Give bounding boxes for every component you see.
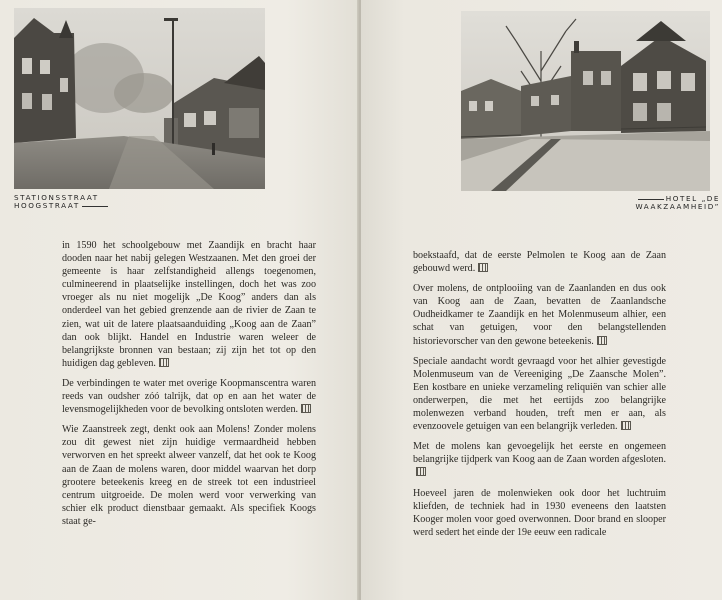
paragraph: in 1590 het schoolgebouw met Zaandijk en bracht haar dooden naar het nabij gelegen Westzaanen. Met den groei der gemeente is haar zelfstandigheid allengs toegenomen, culmineerend in plaatselijke instellingen, doch het was zoo vroeger als nu niet mogelijk „De Koog” anders dan als onderdeel van het gebied grenzende aan de rivier de Zaan te zien, wat uit de latere plaatsaanduiding „Koog aan de Zaan” dan ook blijkt. Handel en Industrie waren weleer de belangrijkste bronnen van bestaan; zij zijn het tot op den huidigen dag gebleven. bbox=[62, 240, 316, 369]
paragraph: De verbindingen te water met overige Koopmanscentra waren reeds van oudsher zóó talrijk, dat op en aan het water de levensmogelijkheden voor de bevolking ontsloten werden. bbox=[62, 377, 316, 416]
paragraph: Hoeveel jaren de molenwieken ook door het luchtruim kliefden, de techniek had in 1930 eveneens den laatsten Kooger molen voor goed overwonnen. Door brand en slooper werd sedert het einde der 19e eeuw een radicale bbox=[413, 487, 666, 538]
street-photo-left bbox=[14, 8, 265, 189]
paragraph: Over molens, de ontplooiing van de Zaanlanden en dus ook van Koog aan de Zaan, bevatten de Zaanlandsche Oudheidkamer te Zaandijk en het Molenmuseum alhier, een schat van getuigen, voor den belangstellenden historievorscher van den gewone beteekenis. bbox=[413, 283, 666, 347]
paragraph: Met de molens kan gevoegelijk het eerste en ongemeen belangrijke tijdperk van Koog aan de Zaan worden afgesloten. bbox=[413, 440, 666, 479]
caption-line bbox=[14, 202, 110, 210]
caption-line: WAAKZAAMHEID” bbox=[635, 202, 720, 211]
right-page-text bbox=[413, 249, 666, 546]
paragraph: Speciale aandacht wordt gevraagd voor het alhier gevestigde Molenmuseum van de Vereeniging „De Zaansche Molen”. Een kostbare en unieke verzameling reliquiën van schier alle onderwerpen, die met het eertijds zoo belangrijke molenwezen verband houden, treft men er aan, als evenzoovele getuigen van een belangrijk verleden. bbox=[413, 355, 666, 433]
caption-line: STATIONSSTRAAT bbox=[14, 193, 99, 202]
caption-hotel bbox=[560, 195, 720, 211]
street-photo-right bbox=[461, 11, 710, 191]
paragraph: Wie Zaanstreek zegt, denkt ook aan Molens! Zonder molens zou dit gewest niet zijn huidige vermaardheid hebben verworven en het spreekt alweer vanzelf, dat het ook te Koog aan de Zaan de molens waren, door middel waarvan het dorp grootere beteekenis kreeg en de streek tot een industrieel centrum uitgroeide. De molen werd voor verwerking van schier elk product dienstbaar gemaakt. Als specifiek Koogs staat ge- bbox=[62, 424, 316, 527]
caption-dash bbox=[82, 206, 108, 207]
caption-text: HOTEL „DE bbox=[665, 194, 720, 203]
paragraph: boekstaafd, dat de eerste Pelmolen te Koog aan de Zaan gebouwd werd. bbox=[413, 250, 666, 275]
left-page bbox=[0, 0, 359, 600]
caption-dash bbox=[638, 199, 664, 200]
left-page-text bbox=[62, 239, 316, 535]
photo-stationsstraat bbox=[14, 8, 265, 189]
caption-text: HOOGSTRAAT bbox=[14, 201, 80, 210]
caption-stationsstraat bbox=[14, 194, 110, 210]
photo-hotel-waakzaamheid bbox=[461, 11, 710, 191]
